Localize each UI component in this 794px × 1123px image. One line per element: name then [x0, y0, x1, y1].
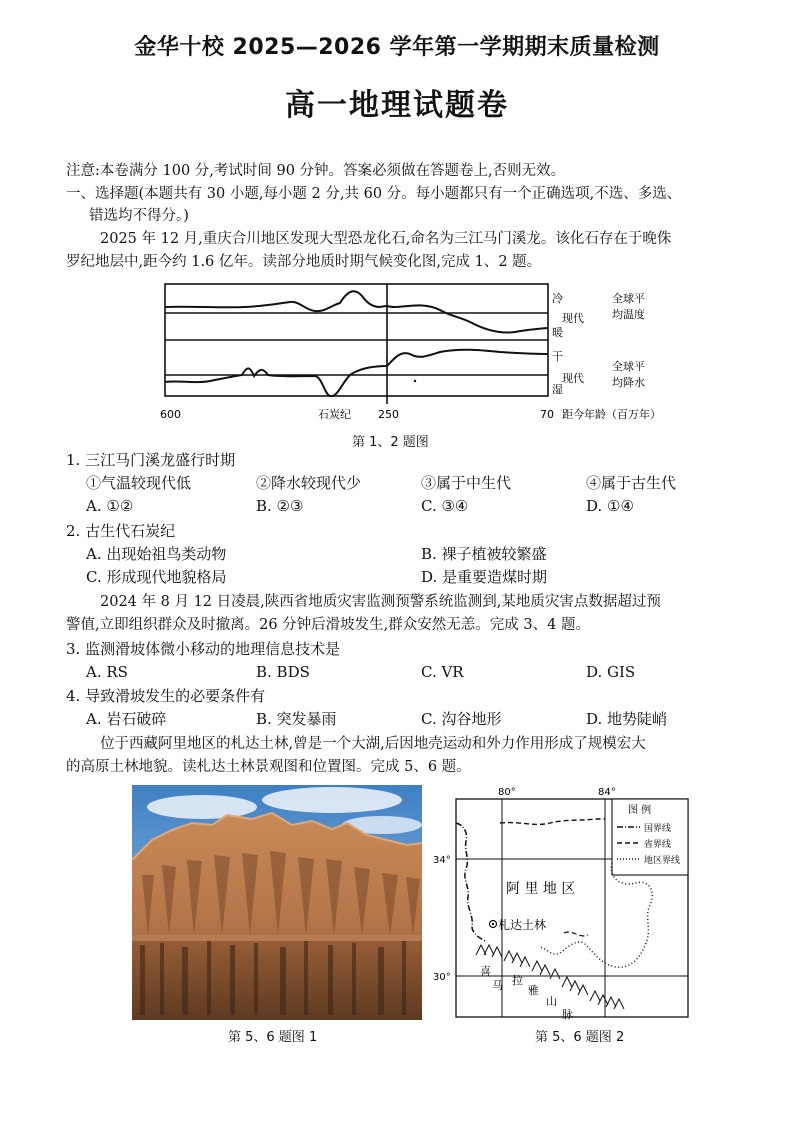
label-precip-2: 均降水 [612, 376, 645, 389]
legend-national: 国界线 [644, 824, 672, 834]
passage-3-line-2: 的高原土林地貌。读札达土林景观图和位置图。完成 5、6 题。 [66, 759, 471, 775]
range-char-2: 马 [492, 979, 503, 992]
q2-choice-b: B. 裸子植被较繁盛 [421, 545, 547, 563]
range-char-5: 山 [546, 995, 557, 1008]
tick-600: 600 [160, 408, 181, 421]
exam-title: 金华十校 2025—2026 学年第一学期期末质量检测 [134, 35, 660, 60]
section-heading-cont: 错选均不得分。) [89, 208, 189, 224]
section-heading: 一、选择题(本题共有 30 小题,每小题 2 分,共 60 分。每小题都只有一个正确选项,不选、多选、 [66, 186, 682, 202]
temperature-curve [165, 291, 548, 332]
range-char-1: 喜 [480, 965, 491, 978]
q2-stem: 2. 古生代石炭纪 [66, 522, 176, 540]
q1-choice-b: B. ②③ [256, 497, 304, 515]
q3-choice-b: B. BDS [256, 663, 310, 681]
legend-title: 图 例 [628, 805, 652, 816]
label-warm: 暖 [552, 326, 563, 339]
location-map [433, 783, 700, 1023]
q1-option-3: ③属于中生代 [421, 474, 512, 492]
tick-carboniferous: 石炭纪 [318, 408, 351, 421]
exam-subtitle: 高一地理试题卷 [285, 88, 509, 123]
q4-choice-b: B. 突发暴雨 [256, 710, 337, 728]
tick-70: 70 [540, 408, 554, 421]
q4-choice-a: A. 岩石破碎 [86, 710, 167, 728]
label-precip: 全球平 [612, 360, 645, 373]
passage-1-line-1: 2025 年 12 月,重庆合川地区发现大型恐龙化石,命名为三江马门溪龙。该化石存在于晚侏 [100, 231, 672, 247]
label-temp-2: 均温度 [612, 308, 645, 321]
q4-stem: 4. 导致滑坡发生的必要条件有 [66, 687, 266, 705]
label-temp: 全球平 [612, 292, 645, 305]
passage-2-line-2: 警值,立即组织群众及时撤离。26 分钟后滑坡发生,群众安然无恙。完成 3、4 题。 [66, 617, 590, 633]
q3-stem: 3. 监测滑坡体微小移动的地理信息技术是 [66, 640, 341, 658]
climate-chart [150, 280, 690, 430]
notice: 注意:本卷满分 100 分,考试时间 90 分钟。答案必须做在答题卷上,否则无效。 [66, 163, 566, 179]
label-modern-temp: 现代 [562, 312, 584, 325]
range-char-6: 脉 [562, 1008, 573, 1021]
precipitation-curve [165, 350, 548, 396]
label-cold: 冷 [552, 292, 563, 305]
q1-option-4: ④属于古生代 [586, 474, 677, 492]
q1-stem: 1. 三江马门溪龙盛行时期 [66, 451, 236, 469]
passage-2-line-1: 2024 年 8 月 12 日凌晨,陕西省地质灾害监测预警系统监测到,某地质灾害点数据超过预 [100, 594, 661, 610]
legend-region: 地区界线 [644, 856, 681, 866]
label-modern-precip: 现代 [562, 372, 584, 385]
figure-2-caption: 第 5、6 题图 2 [535, 1030, 625, 1045]
q2-choice-a: A. 出现始祖鸟类动物 [86, 545, 227, 563]
range-char-3: 拉 [512, 974, 523, 987]
chart-dot [414, 380, 416, 382]
figure-1-caption: 第 5、6 题图 1 [228, 1030, 318, 1045]
chart-caption: 第 1、2 题图 [352, 435, 429, 450]
q4-choice-c: C. 沟谷地形 [421, 710, 502, 728]
q3-choice-d: D. GIS [586, 663, 636, 681]
label-wet: 湿 [552, 383, 563, 396]
range-char-4: 雅 [528, 984, 539, 997]
q2-choice-d: D. 是重要造煤时期 [421, 568, 548, 586]
tick-250: 250 [378, 408, 399, 421]
q1-option-1: ①气温较现代低 [86, 474, 192, 492]
q1-choice-d: D. ①④ [586, 497, 634, 515]
q2-choice-c: C. 形成现代地貌格局 [86, 568, 227, 586]
region-label: 阿 里 地 区 [506, 881, 576, 897]
passage-3-line-1: 位于西藏阿里地区的札达土林,曾是一个大湖,后因地壳运动和外力作用形成了规模宏大 [100, 736, 646, 752]
q4-choice-d: D. 地势陡峭 [586, 710, 668, 728]
axis-label: 距今年龄（百万年） [562, 408, 661, 421]
passage-1-line-2: 罗纪地层中,距今约 1.6 亿年。读部分地质时期气候变化图,完成 1、2 题。 [66, 254, 542, 270]
q1-option-2: ②降水较现代少 [256, 474, 362, 492]
legend-province: 省界线 [644, 840, 672, 850]
lat-34: 34° [433, 855, 451, 866]
label-dry: 干 [552, 350, 563, 363]
zanda-earth-forest-photo [132, 785, 422, 1020]
q1-choice-c: C. ③④ [421, 497, 469, 515]
lon-84: 84° [598, 787, 616, 798]
lat-30: 30° [433, 972, 451, 983]
q1-choice-a: A. ①② [86, 497, 134, 515]
zanda-label: 札达土林 [498, 918, 547, 932]
lon-80: 80° [498, 787, 516, 798]
q3-choice-a: A. RS [86, 663, 128, 681]
q3-choice-c: C. VR [421, 663, 464, 681]
